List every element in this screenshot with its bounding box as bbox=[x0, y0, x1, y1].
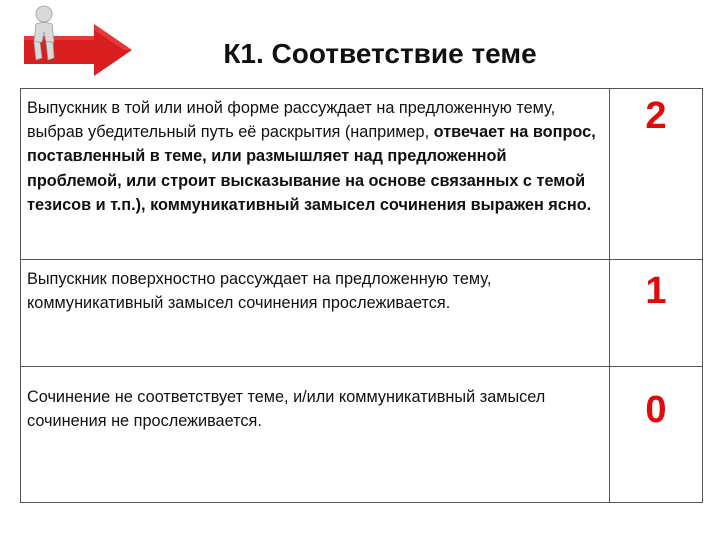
table-row bbox=[21, 260, 703, 367]
criterion-text-plain: Выпускник в той или иной форме рассуждает на предложенную тему, выбрав убедительный путь её раскрытия (например, bbox=[27, 99, 556, 142]
criterion-description: Выпускник поверхностно рассуждает на предложенную тему, коммуникативный замысел сочинения прослеживается. bbox=[21, 260, 610, 367]
page-title: К1. Соответствие теме bbox=[223, 38, 537, 69]
criterion-description: Сочинение не соответствует теме, и/или коммуникативный замысел сочинения не прослеживается. bbox=[21, 367, 610, 503]
criterion-score: 0 bbox=[610, 367, 703, 503]
criterion-score: 1 bbox=[610, 260, 703, 367]
criteria-table bbox=[20, 88, 703, 503]
criterion-text-bold: отвечает на вопрос, поставленный в теме, или размышляет над предложенной проблемой, или строит высказывание на основе связанных с темой тезисов и т.п.), коммуникативный замысел сочинения выражен ясно. bbox=[27, 123, 596, 214]
criterion-score: 2 bbox=[610, 89, 703, 260]
criterion-description bbox=[21, 89, 610, 260]
table-row bbox=[21, 89, 703, 260]
table-row bbox=[21, 367, 703, 503]
